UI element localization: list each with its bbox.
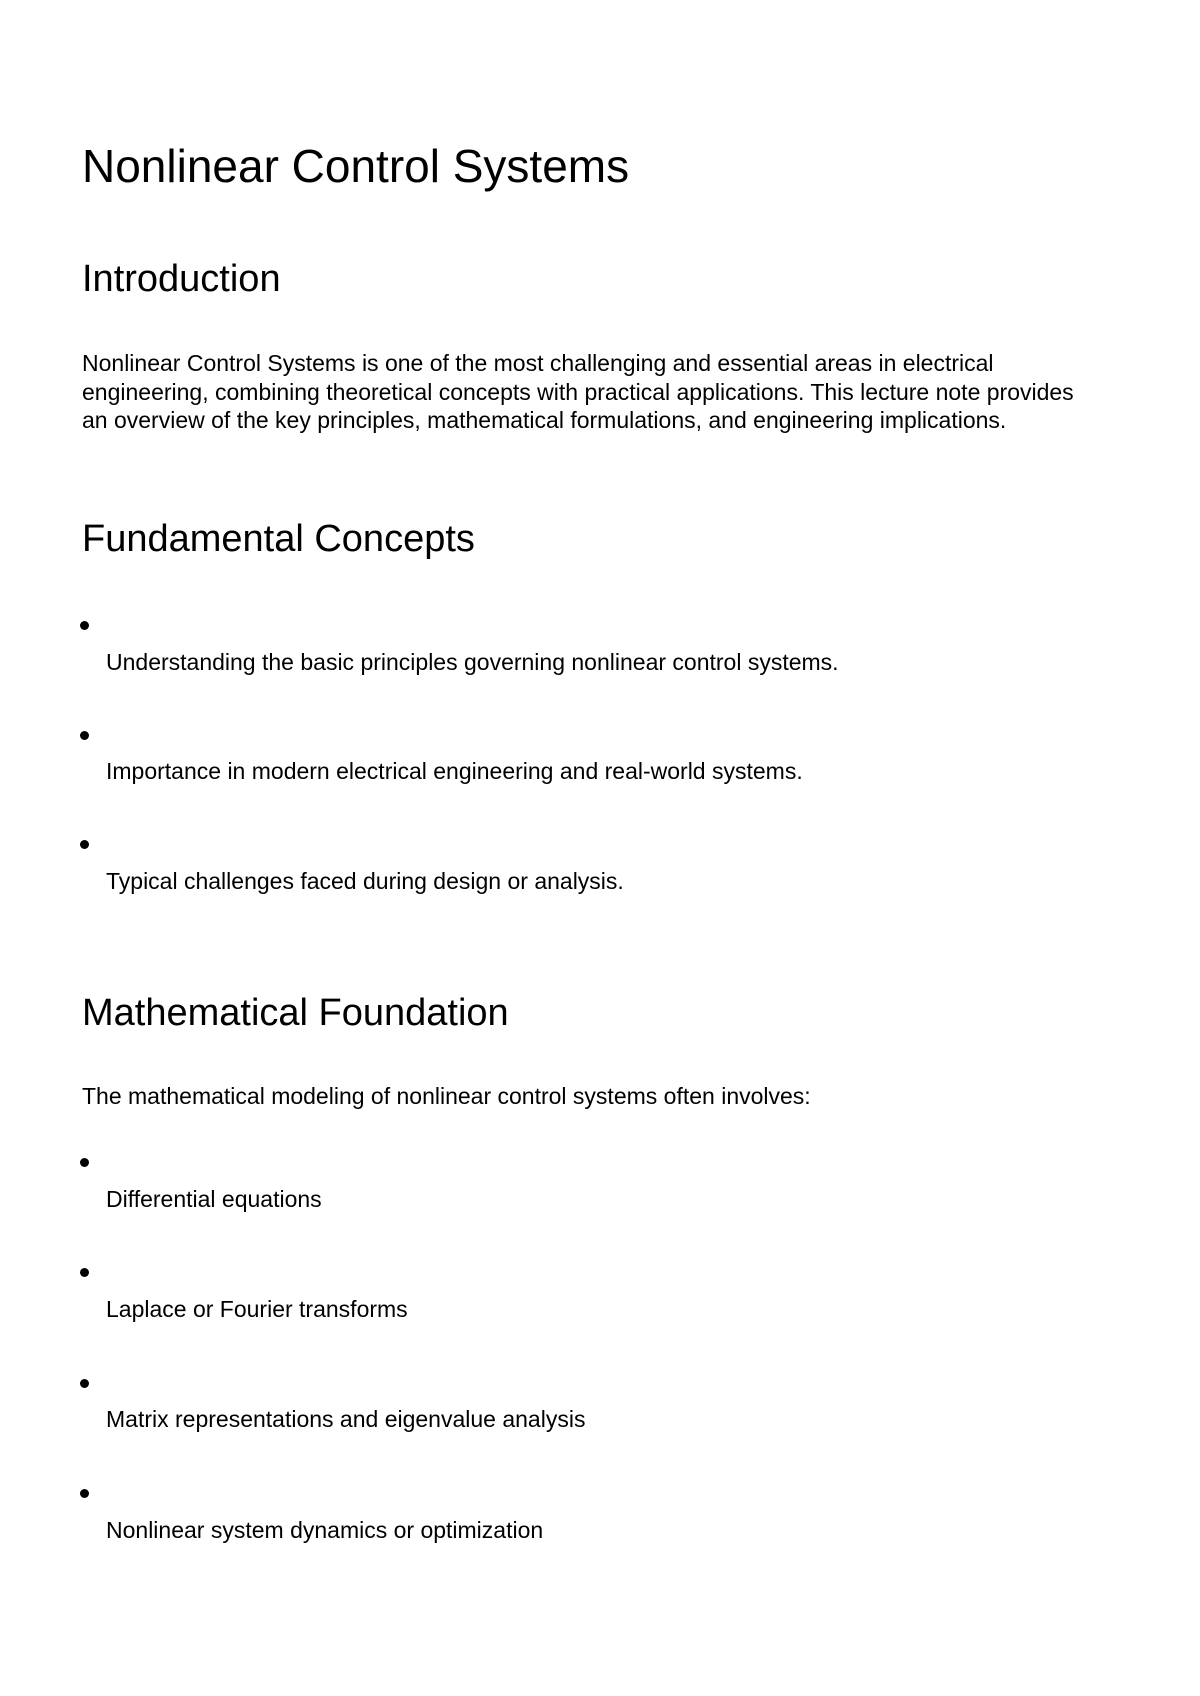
bullet-icon (80, 840, 89, 849)
list-item: Nonlinear system dynamics or optimization (106, 1517, 544, 1543)
list-item: Understanding the basic principles governing nonlinear control systems. (106, 649, 839, 675)
document-title: Nonlinear Control Systems (82, 140, 630, 192)
list-item: Typical challenges faced during design or analysis. (106, 868, 624, 894)
bullet-icon (80, 1158, 89, 1167)
list-item: Laplace or Fourier transforms (106, 1296, 408, 1322)
list-item: Matrix representations and eigenvalue analysis (106, 1406, 586, 1432)
bullet-icon (80, 1268, 89, 1277)
section-heading-introduction: Introduction (82, 258, 281, 300)
math-intro-paragraph: The mathematical modeling of nonlinear control systems often involves: (82, 1083, 811, 1109)
section-heading-fundamental-concepts: Fundamental Concepts (82, 518, 475, 560)
list-item: Differential equations (106, 1186, 322, 1212)
bullet-icon (80, 1489, 89, 1498)
bullet-icon (80, 621, 89, 630)
bullet-icon (80, 731, 89, 740)
list-item: Importance in modern electrical engineering and real-world systems. (106, 758, 803, 784)
section-heading-mathematical-foundation: Mathematical Foundation (82, 992, 509, 1034)
introduction-paragraph: Nonlinear Control Systems is one of the most challenging and essential areas in electrical engineering, combining theoretical concepts with practical applications. This lecture note provides an overview of the key principles, mathematical formulations, and engineering implications. (82, 350, 1074, 433)
bullet-icon (80, 1379, 89, 1388)
